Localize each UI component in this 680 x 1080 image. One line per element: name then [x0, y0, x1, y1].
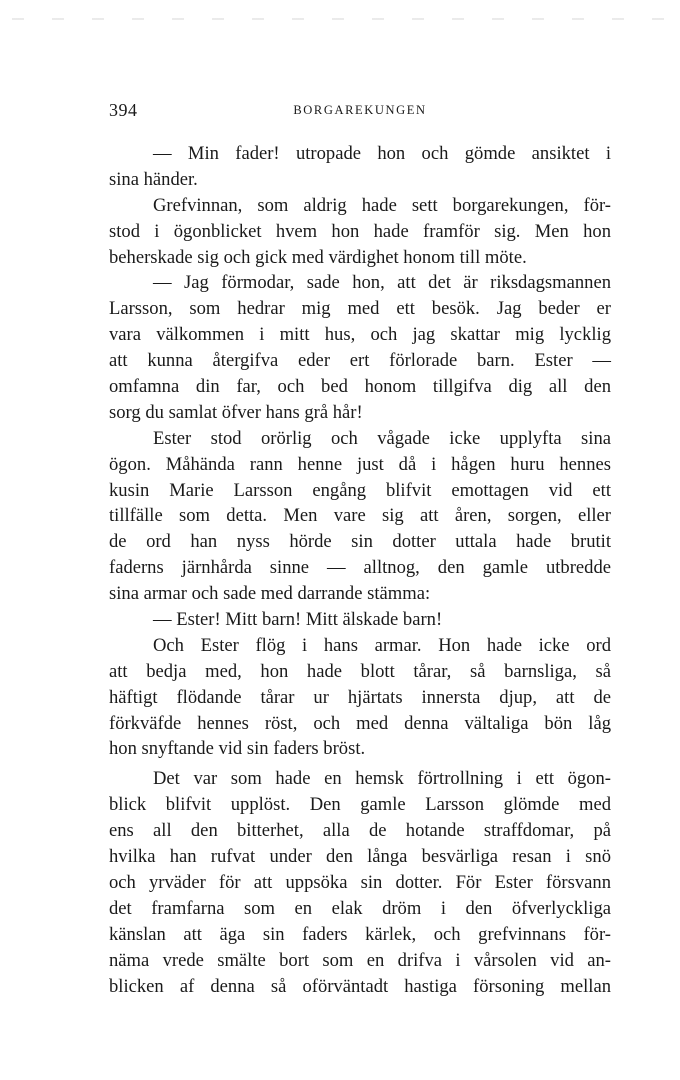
text-line: blicken af denna så oförväntadt hastiga försoning mellan: [109, 975, 611, 997]
text-line: blick blifvit upplöst. Den gamle Larsson glömde med: [109, 794, 611, 816]
text-line: Larsson, som hedrar mig med ett besök. Jag beder er: [109, 298, 611, 320]
text-line: och yrväder för att uppsöka sin dotter. För Ester försvann: [109, 871, 611, 893]
text-line: beherskade sig och gick med värdighet honom till möte.: [109, 246, 527, 268]
text-line: att bedja med, hon hade blott tårar, så barnsliga, så: [109, 660, 611, 682]
text-line: vara välkommen i mitt hus, och jag skattar mig lycklig: [109, 324, 611, 346]
text-line: sorg du samlat öfver hans grå hår!: [109, 401, 363, 423]
text-line: faderns järnhårda sinne — alltnog, den gamle utbredde: [109, 557, 611, 579]
running-header: [109, 100, 611, 126]
text-line: hon snyftande vid sin faders bröst.: [109, 738, 366, 760]
body-text: [109, 141, 611, 999]
text-line: ens all den bitterhet, alla de hotande straffdomar, på: [109, 820, 611, 842]
text-line: att kunna återgifva eder ert förlorade barn. Ester —: [109, 350, 611, 372]
text-line: — Ester! Mitt barn! Mitt älskade barn!: [153, 609, 443, 631]
text-line: sina armar och sade med darrande stämma:: [109, 583, 431, 605]
text-line: kusin Marie Larsson engång blifvit emottagen vid ett: [109, 479, 611, 501]
text-line: det framfarna som en elak dröm i den öfverlyckliga: [109, 897, 611, 919]
book-page: [109, 100, 611, 999]
text-line: omfamna din far, och bed honom tillgifva dig all den: [109, 376, 611, 398]
text-line: Grefvinnan, som aldrig hade sett borgarekungen, för-: [153, 194, 611, 216]
text-line: häftigt flödande tårar ur hjärtats innersta djup, att de: [109, 686, 611, 708]
page-number: 394: [109, 100, 138, 120]
text-line: sina händer.: [109, 168, 198, 190]
text-line: Och Ester flög i hans armar. Hon hade icke ord: [153, 634, 611, 656]
text-line: — Min fader! utropade hon och gömde ansiktet i: [153, 143, 611, 164]
text-line: näma vrede smälte bort som en drifva i vårsolen vid an-: [109, 949, 611, 971]
text-line: känslan att äga sin faders kärlek, och grefvinnans för-: [109, 923, 611, 945]
text-line: hvilka han rufvat under den långa besvärliga resan i snö: [109, 846, 611, 868]
text-line: de ord han nyss hörde sin dotter uttala hade brutit: [109, 531, 611, 553]
running-title: BORGAREKUNGEN: [293, 103, 427, 117]
text-line: stod i ögonblicket hvem hon hade framför sig. Men hon: [109, 220, 611, 242]
text-line: Ester stod orörlig och vågade icke upplyfta sina: [153, 427, 611, 449]
text-line: förkväfde hennes röst, och med denna vältaliga bön låg: [109, 712, 611, 734]
text-line: ögon. Måhända rann henne just då i hågen huru hennes: [109, 453, 611, 475]
text-line: — Jag förmodar, sade hon, att det är riksdagsmannen: [153, 272, 611, 294]
scan-artifact-streak: [0, 18, 680, 20]
text-line: tillfälle som detta. Men vare sig att åren, sorgen, eller: [109, 505, 611, 527]
text-line: Det var som hade en hemsk förtrollning i ett ögon-: [153, 768, 611, 790]
